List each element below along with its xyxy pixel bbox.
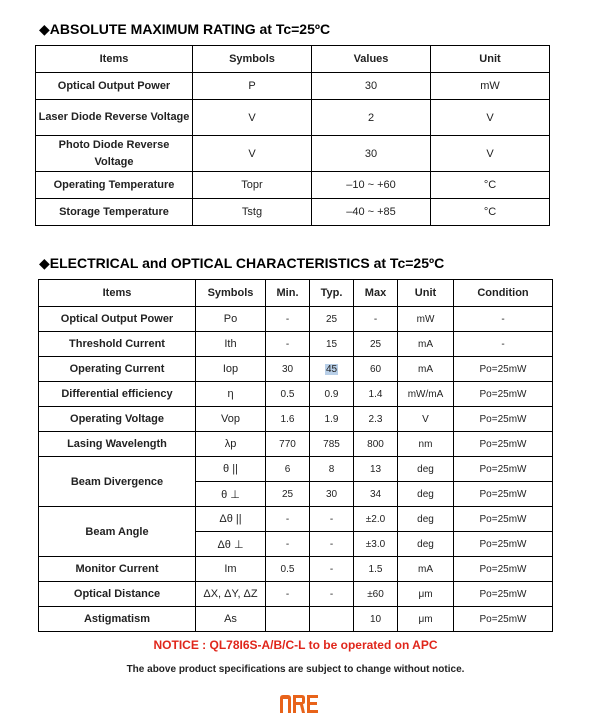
item-symbol: η <box>196 382 266 407</box>
item-typ <box>310 607 354 632</box>
item-symbol: Topr <box>193 172 312 199</box>
item-condition: - <box>454 307 553 332</box>
item-condition: Po=25mW <box>454 407 553 432</box>
item-min: 770 <box>266 432 310 457</box>
header-items: Items <box>36 46 193 73</box>
item-symbol: Po <box>196 307 266 332</box>
item-max: - <box>354 307 398 332</box>
item-condition: Po=25mW <box>454 482 553 507</box>
item-typ: 8 <box>310 457 354 482</box>
item-condition: Po=25mW <box>454 357 553 382</box>
header-symbols: Symbols <box>193 46 312 73</box>
item-unit: V <box>398 407 454 432</box>
item-unit: nm <box>398 432 454 457</box>
item-name: Optical Output Power <box>36 73 193 100</box>
item-name: Operating Temperature <box>36 172 193 199</box>
item-name: Storage Temperature <box>36 199 193 226</box>
item-name: Optical Output Power <box>39 307 196 332</box>
header-max: Max <box>354 280 398 307</box>
item-value: –40 ~ +85 <box>312 199 431 226</box>
table-header-row <box>39 280 553 307</box>
table-row <box>39 457 553 482</box>
item-unit: mA <box>398 557 454 582</box>
item-unit: μm <box>398 607 454 632</box>
item-typ: 785 <box>310 432 354 457</box>
item-unit: °C <box>431 199 550 226</box>
item-condition: Po=25mW <box>454 532 553 557</box>
item-min: 6 <box>266 457 310 482</box>
item-symbol: V <box>193 100 312 136</box>
item-name: Photo Diode Reverse Voltage <box>36 136 193 172</box>
item-name: Operating Voltage <box>39 407 196 432</box>
item-condition: Po=25mW <box>454 507 553 532</box>
table-row <box>36 172 550 199</box>
item-unit: mA <box>398 332 454 357</box>
item-symbol: Δθ || <box>196 507 266 532</box>
item-max: 2.3 <box>354 407 398 432</box>
item-name: Astigmatism <box>39 607 196 632</box>
table-row <box>39 357 553 382</box>
item-typ: 15 <box>310 332 354 357</box>
item-unit: mW <box>398 307 454 332</box>
item-symbol: ΔX, ΔY, ΔZ <box>196 582 266 607</box>
item-name: Operating Current <box>39 357 196 382</box>
item-unit: mW <box>431 73 550 100</box>
item-max: 25 <box>354 332 398 357</box>
absolute-max-rating-table <box>35 45 550 226</box>
item-typ: 30 <box>310 482 354 507</box>
item-max: ±3.0 <box>354 532 398 557</box>
item-min: - <box>266 507 310 532</box>
item-max: 10 <box>354 607 398 632</box>
item-max: 13 <box>354 457 398 482</box>
item-typ: - <box>310 557 354 582</box>
header-unit: Unit <box>398 280 454 307</box>
item-condition: Po=25mW <box>454 457 553 482</box>
item-min: 0.5 <box>266 557 310 582</box>
item-typ-cell <box>310 357 354 382</box>
item-max: 34 <box>354 482 398 507</box>
item-typ: - <box>310 507 354 532</box>
table-row <box>39 607 553 632</box>
item-typ: 1.9 <box>310 407 354 432</box>
item-name: Optical Distance <box>39 582 196 607</box>
item-min <box>266 607 310 632</box>
table-row <box>39 382 553 407</box>
item-unit: deg <box>398 532 454 557</box>
item-condition: - <box>454 332 553 357</box>
header-items: Items <box>39 280 196 307</box>
item-min: - <box>266 307 310 332</box>
item-value: 30 <box>312 136 431 172</box>
header-min: Min. <box>266 280 310 307</box>
item-symbol: Δθ ⊥ <box>196 532 266 557</box>
table-row <box>39 507 553 532</box>
table-row <box>36 100 550 136</box>
item-unit: μm <box>398 582 454 607</box>
item-symbol: V <box>193 136 312 172</box>
item-typ-highlighted[interactable]: 45 <box>325 363 338 375</box>
item-name: Beam Angle <box>39 507 196 557</box>
header-typ: Typ. <box>310 280 354 307</box>
header-symbols: Symbols <box>196 280 266 307</box>
item-max: ±60 <box>354 582 398 607</box>
item-max: 800 <box>354 432 398 457</box>
item-min: 30 <box>266 357 310 382</box>
header-condition: Condition <box>454 280 553 307</box>
item-value: –10 ~ +60 <box>312 172 431 199</box>
item-name: Monitor Current <box>39 557 196 582</box>
item-max: 1.4 <box>354 382 398 407</box>
item-symbol: θ ⊥ <box>196 482 266 507</box>
item-unit: V <box>431 136 550 172</box>
item-max: 1.5 <box>354 557 398 582</box>
item-symbol: Iop <box>196 357 266 382</box>
item-unit: deg <box>398 457 454 482</box>
item-symbol: Tstg <box>193 199 312 226</box>
item-min: - <box>266 532 310 557</box>
notice-text: NOTICE : QL78I6S-A/B/C-L to be operated on APC <box>153 638 438 652</box>
item-typ: - <box>310 582 354 607</box>
table-row <box>36 199 550 226</box>
item-condition: Po=25mW <box>454 557 553 582</box>
header-values: Values <box>312 46 431 73</box>
item-unit: mA <box>398 357 454 382</box>
item-typ: 25 <box>310 307 354 332</box>
table-row <box>39 582 553 607</box>
table-row <box>39 307 553 332</box>
item-unit: deg <box>398 482 454 507</box>
item-min: 25 <box>266 482 310 507</box>
table-header-row <box>36 46 550 73</box>
item-name: Laser Diode Reverse Voltage <box>36 100 193 136</box>
disclaimer-text: The above product specifications are subject to change without notice. <box>126 664 465 675</box>
item-symbol: P <box>193 73 312 100</box>
table-row <box>39 407 553 432</box>
company-logo-icon <box>279 694 319 713</box>
item-condition: Po=25mW <box>454 607 553 632</box>
header-unit: Unit <box>431 46 550 73</box>
table-row <box>36 136 550 172</box>
table-row <box>39 432 553 457</box>
item-name: Differential efficiency <box>39 382 196 407</box>
item-condition: Po=25mW <box>454 432 553 457</box>
item-min: 1.6 <box>266 407 310 432</box>
item-unit: mW/mA <box>398 382 454 407</box>
item-unit: deg <box>398 507 454 532</box>
item-max: 60 <box>354 357 398 382</box>
item-unit: V <box>431 100 550 136</box>
item-symbol: Vop <box>196 407 266 432</box>
electrical-optical-table <box>38 279 553 632</box>
item-condition: Po=25mW <box>454 382 553 407</box>
item-name: Beam Divergence <box>39 457 196 507</box>
item-name: Threshold Current <box>39 332 196 357</box>
table-row <box>36 73 550 100</box>
table-row <box>39 332 553 357</box>
item-symbol: Ith <box>196 332 266 357</box>
item-symbol: As <box>196 607 266 632</box>
item-min: 0.5 <box>266 382 310 407</box>
item-value: 2 <box>312 100 431 136</box>
item-typ: 0.9 <box>310 382 354 407</box>
table-row <box>39 557 553 582</box>
electrical-optical-title: ◆ELECTRICAL and OPTICAL CHARACTERISTICS at Tc=25ºC <box>39 255 445 271</box>
item-min: - <box>266 332 310 357</box>
item-symbol: θ || <box>196 457 266 482</box>
item-min: - <box>266 582 310 607</box>
item-name: Lasing Wavelength <box>39 432 196 457</box>
item-unit: °C <box>431 172 550 199</box>
item-max: ±2.0 <box>354 507 398 532</box>
item-symbol: λp <box>196 432 266 457</box>
item-symbol: Im <box>196 557 266 582</box>
item-value: 30 <box>312 73 431 100</box>
absolute-max-rating-title: ◆ABSOLUTE MAXIMUM RATING at Tc=25ºC <box>39 21 331 37</box>
item-typ: - <box>310 532 354 557</box>
item-condition: Po=25mW <box>454 582 553 607</box>
